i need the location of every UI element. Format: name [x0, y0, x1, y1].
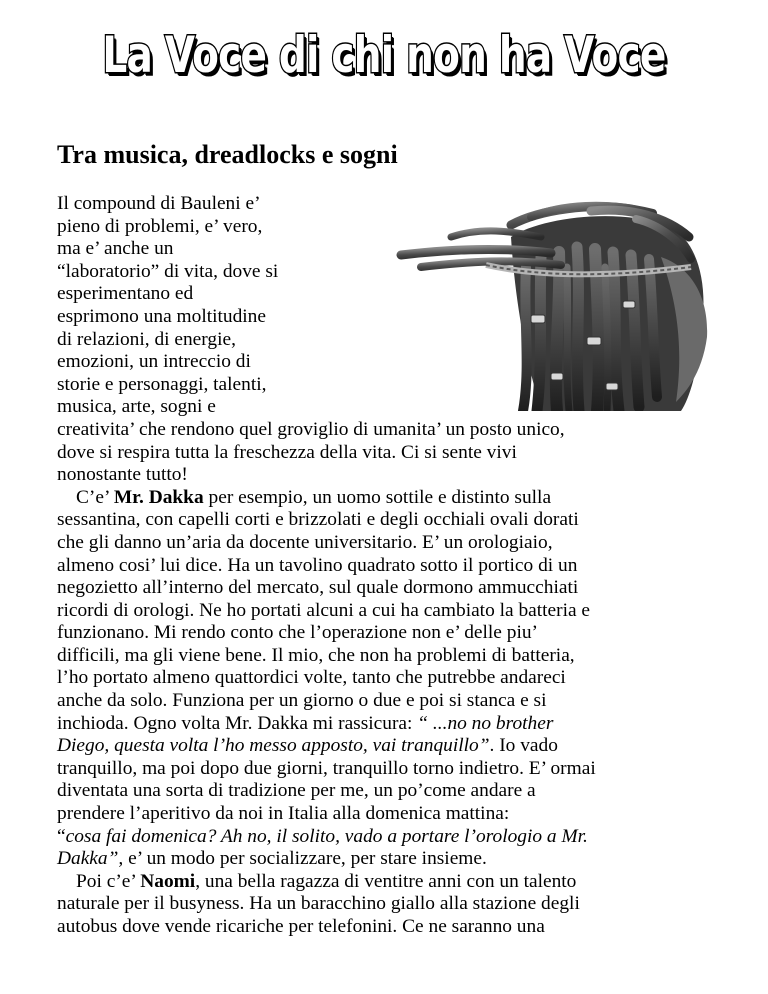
text-line: [57, 735, 711, 758]
text-line: naturale per il busyness. Ha un baracchino giallo alla stazione degli: [57, 893, 580, 915]
text-line: [57, 871, 711, 894]
quote-text: Dakka”,: [57, 848, 124, 870]
text-line: tranquillo, ma poi dopo due giorni, tranquillo torno indietro. E’ ormai: [57, 757, 596, 779]
text-line: [57, 487, 711, 510]
text-line: funzionano. Mi rendo conto che l’operazione non e’ delle piu’: [57, 622, 538, 644]
text-line: autobus dove vende ricariche per telefonini. Ce ne saranno una: [57, 916, 545, 937]
text-line: anche da solo. Funziona per un giorno o due e poi si stanca e si: [57, 690, 547, 712]
quote-text: Diego, questa volta l’ho messo apposto, vai tranquillo”: [57, 735, 490, 757]
text-run: e’ un modo per socializzare, per stare insieme.: [123, 848, 487, 870]
masthead-title: La Voce di chi non ha Voce: [102, 26, 666, 84]
text-line: difficili, ma gli viene bene. Il mio, che non ha problemi di batteria,: [57, 644, 575, 666]
text-line: nonostante tutto!: [57, 464, 188, 486]
text-line: pieno di problemi, e’ vero,: [57, 215, 263, 237]
dreadlocks-photo: [391, 197, 711, 411]
text-line: negozietto all’interno del mercato, sul quale dormono ammucchiati: [57, 577, 579, 599]
text-line: prendere l’aperitivo da noi in Italia alla domenica mattina:: [57, 803, 510, 825]
text-line: [57, 826, 711, 849]
quote-text: “ ...no no brother: [417, 712, 554, 734]
text-run: C’e’: [76, 486, 114, 508]
text-line: creativita’ che rendono quel groviglio di umanita’ un posto unico,: [57, 418, 565, 440]
text-line: Il compound di Bauleni e’: [57, 193, 261, 214]
article-body: [57, 193, 711, 939]
text-line: ricordi di orologi. Ne ho portati alcuni a cui ha cambiato la batteria e: [57, 599, 591, 621]
masthead: [0, 26, 768, 84]
text-line: l’ho portato almeno quattordici volte, tanto che putrebbe andareci: [57, 667, 566, 689]
text-line: sessantina, con capelli corti e brizzolati e degli occhiali ovali dorati: [57, 509, 579, 531]
text-line: dove si respira tutta la freschezza della vita. Ci si sente vivi: [57, 441, 517, 463]
quote-text: cosa fai domenica? Ah no, il solito, vado a portare l’orologio a Mr.: [65, 825, 588, 847]
text-line: esprimono una moltitudine: [57, 305, 266, 327]
text-line: esperimentano ed: [57, 283, 194, 305]
text-line: che gli danno un’aria da docente universitario. E’ un orologiaio,: [57, 531, 553, 553]
person-name-naomi: Naomi: [140, 870, 196, 892]
text-line: almeno cosi’ lui dice. Ha un tavolino quadrato sotto il portico di un: [57, 554, 578, 576]
text-line: ma e’ anche un: [57, 238, 174, 260]
text-line: di relazioni, di energie,: [57, 328, 236, 350]
text-line: diventata una sorta di tradizione per me, un po’come andare a: [57, 780, 536, 802]
text-run: per esempio, un uomo sottile e distinto sulla: [203, 486, 552, 508]
text-run: . Io vado: [489, 735, 558, 757]
text-run: “: [57, 825, 66, 847]
article-headline: Tra musica, dreadlocks e sogni: [57, 140, 398, 169]
text-line: musica, arte, sogni e: [57, 396, 216, 418]
text-line: “laboratorio” di vita, dove si: [57, 260, 279, 282]
text-line: [57, 713, 711, 736]
text-run: Poi c’e’: [76, 870, 141, 892]
text-run: inchioda. Ogno volta Mr. Dakka mi rassicura:: [57, 712, 418, 734]
text-run: , una bella ragazza di ventitre anni con un talento: [195, 870, 577, 892]
text-line: [57, 848, 711, 871]
person-name-mr-dakka: Mr. Dakka: [113, 486, 204, 508]
text-line: storie e personaggi, talenti,: [57, 373, 267, 395]
text-line: emozioni, un intreccio di: [57, 351, 251, 373]
